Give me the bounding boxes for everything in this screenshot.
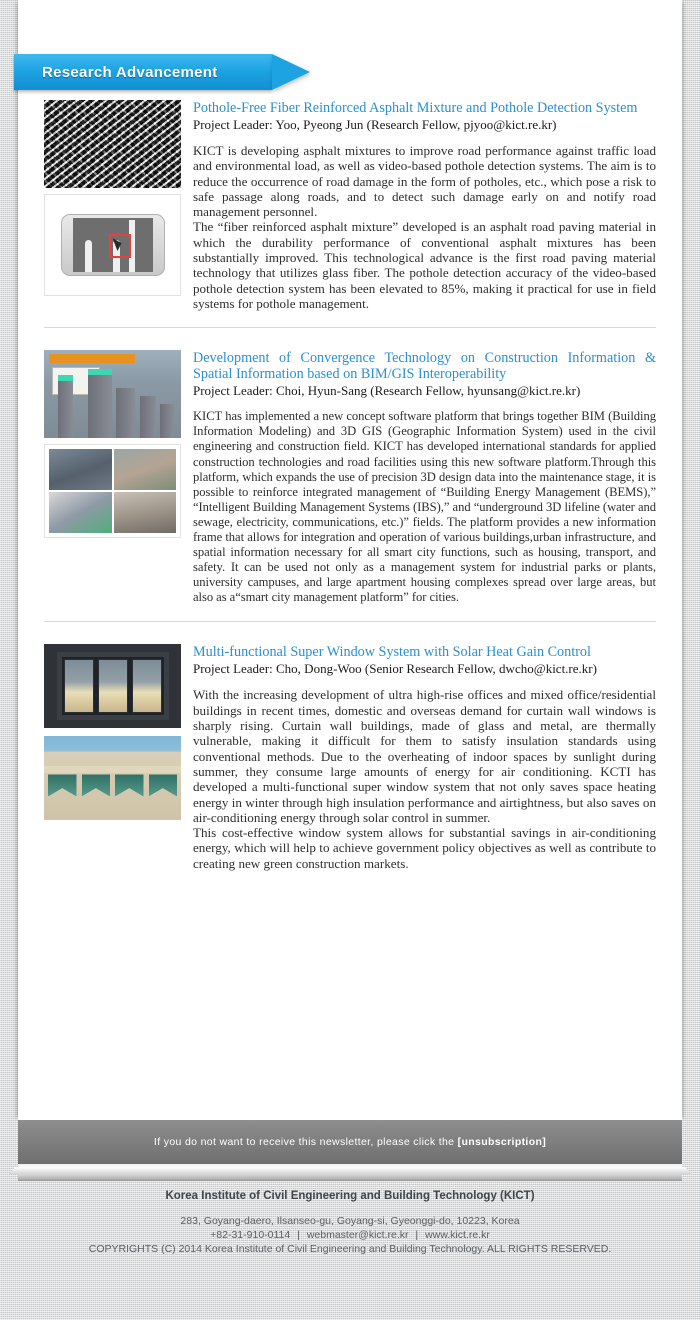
smartphone-icon (61, 214, 165, 276)
article-paragraph: KICT is developing asphalt mixtures to improve road performance against traffic load and environmental load, as well as video-based pothole detection systems. The aim is to reduce the occurrence of road damage in the form of potholes, etc., which pose a risk to safe passage along roads, and to detect such damage early on and notify road management personnel. (193, 143, 656, 220)
article-paragraph: KICT has implemented a new concept software platform that brings together BIM (Building Information Modeling) and 3D GIS (Geographic Information System) used in the civil engineering and construction field. KICT has developed international standards for applied construction technologies and road facilities using this new software platform.Through this platform, which expands the use of precision 3D design data into the maintenance stage, it is possible to reinforce integrated management of “Building Energy Management (BEMS),” “Intelligent Building Management Systems (IBS),” and “underground 3D lifeline (water and sewage, electricity, communications, etc.)” fields. The platform provides a new information frame that allows for integration and operation of various buildings,urban infrastructure, and spatial information necessary for all smart city functions, such as housing, transport, and safety. It can be used not only as a management system for industrial parks or plants, university campuses, and large apartment housing complexes spread over large areas, but also as a“smart city management platform” for cities. (193, 409, 656, 605)
building-facade-awning-image (44, 736, 181, 820)
article-body (193, 687, 656, 871)
article-title: Development of Convergence Technology on Construction Information & Spatial Information based on BIM/GIS Interoperability (193, 350, 656, 383)
footer-phone: +82-31-910-0114 (210, 1229, 291, 1241)
footer-separator: | (297, 1229, 300, 1241)
footer-copyright: COPYRIGHTS (C) 2014 Korea Institute of Civil Engineering and Building Technology. ALL RIGHTS RESERVED. (88, 1243, 612, 1255)
bim-gis-city-model-image (44, 350, 181, 438)
article-title: Multi-functional Super Window System with Solar Heat Gain Control (193, 644, 591, 661)
article-project-leader: Project Leader: Cho, Dong-Woo (Senior Research Fellow, dwcho@kict.re.kr) (193, 661, 597, 677)
pothole-detection-phone-image (44, 194, 181, 296)
article-item (18, 350, 682, 605)
decorative-shelf (18, 1164, 682, 1181)
banner-arrow-tip-icon (272, 54, 310, 90)
article-body (193, 409, 656, 605)
section-banner-body (14, 54, 272, 90)
page-footer (0, 1190, 700, 1256)
unsubscription-bar (18, 1120, 682, 1181)
article-text (193, 350, 656, 605)
section-banner (14, 54, 310, 90)
fiber-micrograph-image (44, 100, 181, 188)
super-window-image (44, 644, 181, 728)
building-photo-grid-image (44, 444, 181, 538)
article-list (18, 100, 682, 871)
article-item (18, 100, 682, 311)
article-divider (44, 621, 656, 622)
unsubscription-text (154, 1136, 546, 1148)
footer-contact (0, 1228, 700, 1242)
footer-address: 283, Goyang-daero, Ilsanseo-gu, Goyang-si, Gyeonggi-do, 10223, Korea (180, 1215, 520, 1227)
footer-website[interactable]: www.kict.re.kr (425, 1229, 490, 1241)
section-banner-label: Research Advancement (42, 63, 218, 81)
footer-separator: | (415, 1229, 419, 1241)
article-text (193, 100, 656, 311)
article-thumbnails (44, 644, 181, 820)
article-divider (44, 327, 656, 328)
unsubscription-bar-body (18, 1120, 682, 1164)
article-paragraph: The “fiber reinforced asphalt mixture” developed is an asphalt road paving material in which the durability performance of conventional asphalt mixtures has been substantially improved. This technological advance is the first road paving material technology that utilizes glass fiber. The pothole detection accuracy of the video-based pothole detection system has been elevated to 85%, making it practical for use in field systems for pothole management. (193, 219, 656, 311)
detection-box-icon (109, 234, 131, 258)
article-project-leader: Project Leader: Yoo, Pyeong Jun (Research Fellow, pjyoo@kict.re.kr) (193, 117, 557, 132)
article-paragraph: With the increasing development of ultra high-rise offices and mixed office/residential buildings in recent times, domestic and overseas demand for curtain wall windows is sharply rising. Curtain wall buildings, made of glass and metal, are thermally vulnerable, making it difficult for them to satisfy insulation standards using conventional methods. Due to the overheating of indoor spaces by sunlight during summer, they consume large amounts of energy for air conditioning. KCTI has developed a multi-functional super window system that not only saves space heating energy in winter through high insulation performance and airtightness, but also saves on air-conditioning energy through solar control in summer. (193, 687, 656, 825)
article-thumbnails (44, 100, 181, 296)
article-thumbnails (44, 350, 181, 538)
article-item (18, 644, 682, 871)
footer-organization: Korea Institute of Civil Engineering and Building Technology (KICT) (165, 1190, 535, 1202)
article-text (193, 644, 656, 871)
article-project-leader: Project Leader: Choi, Hyun-Sang (Research Fellow, hyunsang@kict.re.kr) (193, 383, 581, 399)
unsubscription-link[interactable]: [unsubscription] (457, 1136, 547, 1148)
article-title: Pothole-Free Fiber Reinforced Asphalt Mixture and Pothole Detection System (193, 100, 638, 116)
footer-email[interactable]: webmaster@kict.re.kr (306, 1229, 409, 1241)
article-body (193, 143, 656, 311)
article-paragraph: This cost-effective window system allows for substantial savings in air-conditioning energy, which will help to achieve government policy objectives as well as contribute to creating new green construction markets. (193, 825, 656, 871)
unsubscription-message: If you do not want to receive this newsletter, please click the (153, 1136, 458, 1148)
